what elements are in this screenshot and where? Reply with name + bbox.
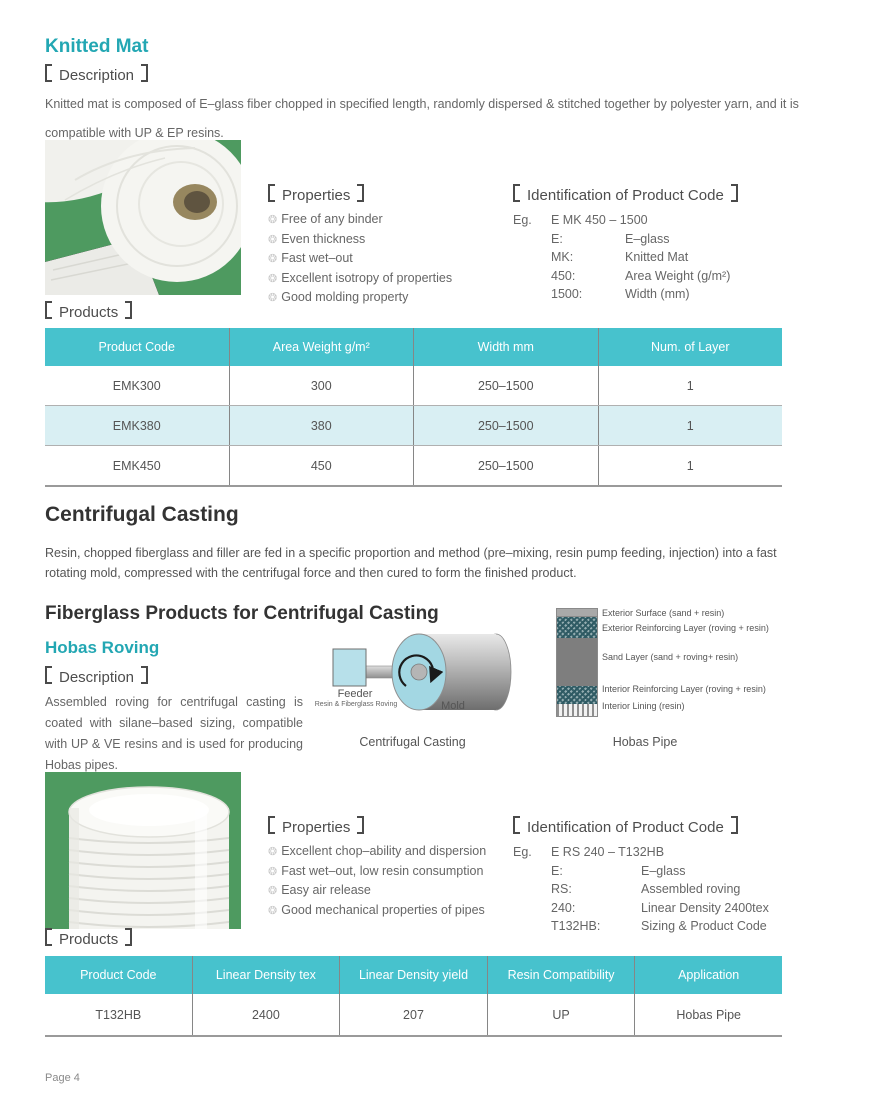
products-heading: Products [45,928,132,948]
rosette-bullet-icon: ❂ [268,214,278,226]
rosette-bullet-icon: ❂ [268,846,278,858]
identification-row: 240: Linear Density 2400tex [551,900,769,915]
table-cell: UP [487,994,635,1035]
right-bracket-decoration [125,301,132,319]
table-cell: Hobas Pipe [634,994,782,1035]
left-bracket-decoration [45,666,52,684]
centrifugal-casting-intro: Resin, chopped fiberglass and filler are fed in a specific proportion and method (pre–mixing, resin pump feeding, injection) into a fast rotating mold, compressed with the centrifugal force and then cured to form the finished product. [45,546,777,580]
identification-heading: Identification of Product Code [513,184,823,204]
knitted-mat-properties [268,184,452,308]
list-item: ❂ Good mechanical properties of pipes [268,902,485,917]
table-cell: EMK380 [112,418,161,433]
right-bracket-decoration [125,928,132,946]
table-cell: 300 [229,366,414,405]
left-bracket-decoration [45,301,52,319]
rosette-bullet-icon: ❂ [268,904,278,917]
list-item: ❂ Excellent chop–ability and dispersion [268,844,487,858]
pipe-layer-label: Interior Reinforcing Layer (roving + resin) [602,684,766,694]
table-row [45,366,782,406]
right-bracket-decoration [141,666,148,684]
identification-row: E: E–glass [551,863,686,878]
table-cell: 2400 [192,994,340,1035]
list-item: ❂ Easy air release [268,883,371,897]
table-header-cell: Product Code [98,340,175,354]
page-number: Page 4 [45,1072,80,1084]
table-row [45,994,782,1037]
identification-row: 1500: Width (mm) [551,287,690,301]
table-header-cell: Area Weight g/m² [229,328,414,366]
rosette-bullet-icon: ❂ [268,272,278,285]
left-bracket-decoration [268,184,275,202]
knitted-mat-title: Knitted Mat [45,36,149,57]
table-cell: 1 [598,366,783,405]
feeder-sublabel: Resin & Fiberglass Roving [314,701,398,708]
products-heading: Products [45,301,132,321]
hobas-roving-products-table [45,956,782,1037]
table-cell: EMK300 [112,378,161,393]
hobas-pipe-caption: Hobas Pipe [612,735,678,749]
identification-row: 450: Area Weight (g/m²) [551,268,731,283]
table-cell: 1 [598,406,783,445]
rosette-bullet-icon: ❂ [268,885,278,897]
hobas-roving-identification [513,816,823,936]
list-item: ❂ Excellent isotropy of properties [268,270,453,285]
table-cell: EMK450 [112,458,161,473]
table-cell: 250–1500 [413,446,598,485]
table-row [45,406,782,446]
pipe-layer-exterior-reinforcing [557,617,597,638]
list-item: ❂ Even thickness [268,231,366,246]
list-item: ❂ Free of any binder [268,212,383,226]
pipe-layer-exterior-surface [557,609,597,617]
hobas-roving-title: Hobas Roving [45,638,160,657]
fiberglass-products-subtitle: Fiberglass Products for Centrifugal Casting [45,603,439,624]
rosette-bullet-icon: ❂ [268,292,278,304]
identification-row: MK: Knitted Mat [551,250,689,264]
identification-heading: Identification of Product Code [513,816,823,836]
table-row [45,446,782,487]
rosette-bullet-icon: ❂ [268,233,278,246]
table-header-cell: Product Code [80,968,157,982]
right-bracket-decoration [357,184,364,202]
knitted-mat-photo [45,140,241,295]
hobas-roving-description: Assembled roving for centrifugal casting is coated with silane–based sizing, compatible with UP & VE resins and is used for producing Hobas pipes. [45,695,303,772]
right-bracket-decoration [357,816,364,834]
table-cell: 380 [229,406,414,445]
left-bracket-decoration [513,184,520,202]
pipe-layer-label: Sand Layer (sand + roving+ resin) [602,652,739,662]
left-bracket-decoration [513,816,520,834]
pipe-layer-label: Interior Lining (resin) [602,701,685,711]
left-bracket-decoration [268,816,275,834]
identification-example: Eg. E MK 450 – 1500 [513,213,648,227]
table-cell: T132HB [95,1007,142,1022]
right-bracket-decoration [731,184,738,202]
knitted-mat-identification [513,184,823,304]
left-bracket-decoration [45,928,52,946]
description-heading: Description [45,64,148,84]
right-bracket-decoration [141,64,148,82]
hobas-pipe-diagram [556,608,598,717]
table-header-cell: Linear Density tex [192,956,340,994]
pipe-layer-sand [557,638,597,686]
table-cell: 450 [229,446,414,485]
table-header-row [45,328,782,366]
table-cell: 250–1500 [413,406,598,445]
identification-row: T132HB: Sizing & Product Code [551,919,767,933]
table-cell: 250–1500 [413,366,598,405]
right-bracket-decoration [731,816,738,834]
table-cell: 207 [339,994,487,1035]
identification-row: RS: Assembled roving [551,882,741,896]
mold-label: Mold [441,700,465,712]
description-heading: Description [45,666,148,686]
list-item: ❂ Fast wet–out, low resin consumption [268,863,484,878]
pipe-layer-interior-lining [557,704,597,716]
rosette-bullet-icon: ❂ [268,865,278,878]
table-header-cell: Linear Density yield [339,956,487,994]
feeder-label: Feeder [337,688,373,700]
list-item: ❂ Fast wet–out [268,251,353,265]
left-bracket-decoration [45,64,52,82]
knitted-mat-products-table [45,328,782,487]
properties-heading: Properties [268,184,452,204]
table-header-cell: Width mm [413,328,598,366]
table-header-cell: Num. of Layer [598,328,783,366]
table-header-row [45,956,782,994]
pipe-layer-label: Exterior Surface (sand + resin) [602,608,725,618]
pipe-layer-interior-reinforcing [557,686,597,704]
hobas-roving-properties [268,816,486,920]
centrifugal-casting-caption: Centrifugal Casting [359,735,466,749]
rosette-bullet-icon: ❂ [268,253,278,265]
identification-example: Eg. E RS 240 – T132HB [513,845,665,859]
table-cell: 1 [598,446,783,485]
list-item: ❂ Good molding property [268,290,409,304]
hobas-roving-photo [45,772,241,929]
identification-row: E: E–glass [551,231,670,246]
properties-heading: Properties [268,816,486,836]
table-header-cell: Application [634,956,782,994]
table-header-cell: Resin Compatibility [487,956,635,994]
pipe-layer-label: Exterior Reinforcing Layer (roving + resin) [602,623,769,633]
knitted-mat-description: Knitted mat is composed of E–glass fiber chopped in specified length, randomly dispersed & stitched together by polyester yarn, and it is compatible with UP & EP resins. [45,97,799,140]
centrifugal-casting-title: Centrifugal Casting [45,503,239,526]
